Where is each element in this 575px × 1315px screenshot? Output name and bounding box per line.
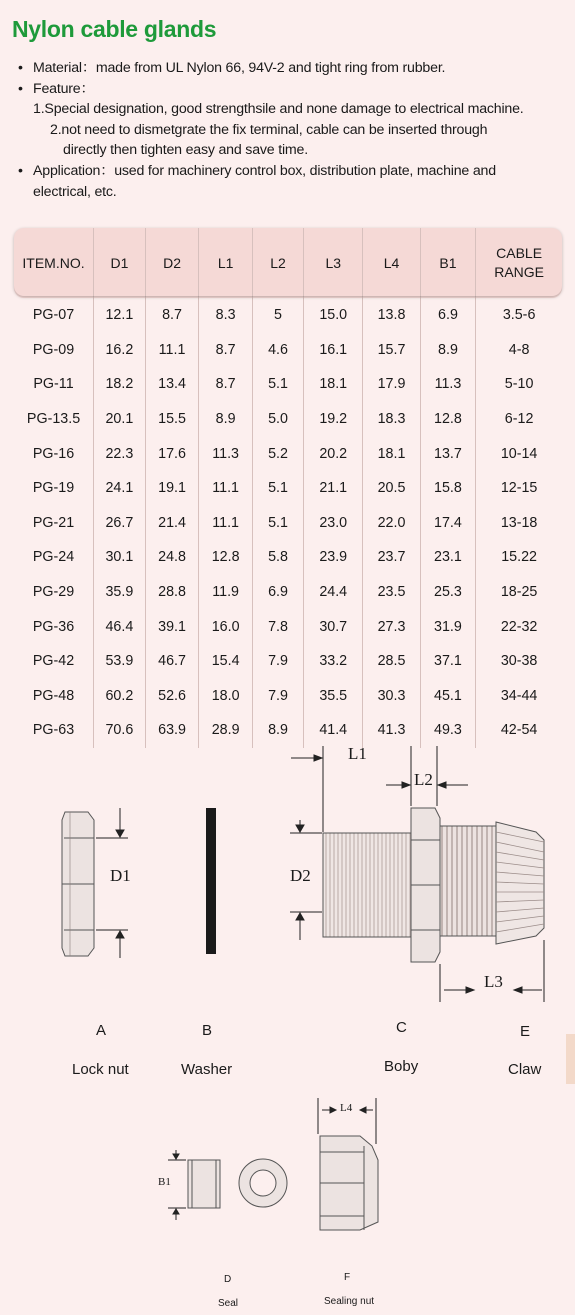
part-f-name: Sealing nut [324,1296,375,1307]
item-cell: PG-11 [14,367,94,402]
part-f-letter: F [344,1272,351,1283]
feature-heading: Feature： [33,80,95,97]
value-cell: 15.0 [304,298,363,333]
application-text-2: electrical, etc. [33,183,117,200]
value-cell: 41.3 [363,713,420,748]
label-d2: D2 [290,866,311,885]
value-cell: 24.8 [145,540,199,575]
item-cell: PG-48 [14,679,94,714]
value-cell: 6.9 [252,575,303,610]
value-cell: 20.1 [94,402,146,437]
col-l3: L3 [304,228,363,298]
bullet-dot: • [18,80,23,97]
value-cell: 28.9 [199,713,253,748]
value-cell: 33.2 [304,644,363,679]
value-cell: 5.8 [252,540,303,575]
value-cell: 24.4 [304,575,363,610]
value-cell: 23.0 [304,506,363,541]
value-cell: 22-32 [500,618,538,635]
value-cell: 18.0 [199,679,253,714]
bullet-dot: • [18,162,23,179]
part-a-name: Lock nut [72,1061,129,1078]
value-cell: 18.2 [94,367,146,402]
value-cell: 3.5-6 [502,307,536,324]
part-e-name: Claw [508,1061,542,1078]
seal-drawing [188,1159,287,1208]
value-cell: 7.9 [252,644,303,679]
value-cell: 16.0 [199,609,253,644]
value-cell: 28.5 [363,644,420,679]
col-l1: L1 [199,228,253,298]
value-cell: 30.7 [304,609,363,644]
value-cell: 21.4 [145,506,199,541]
body-drawing [323,808,496,962]
col-d1: D1 [94,228,146,298]
value-cell: 17.4 [420,506,476,541]
value-cell: 8.3 [199,298,253,333]
label-d1: D1 [110,866,131,885]
value-cell: 19.1 [145,471,199,506]
value-cell: 21.1 [304,471,363,506]
value-cell: 22.3 [94,436,146,471]
item-cell: PG-63 [14,713,94,748]
value-cell: 22.0 [363,506,420,541]
value-cell: 24.1 [94,471,146,506]
page-title: Nylon cable glands [12,16,217,42]
value-cell: 23.7 [363,540,420,575]
part-c-letter: C [396,1019,407,1036]
col-l4: L4 [363,228,420,298]
value-cell: 7.8 [252,609,303,644]
value-cell: 46.7 [145,644,199,679]
value-cell: 5.0 [252,402,303,437]
item-cell: PG-13.5 [14,402,94,437]
l1-dimension [291,746,468,832]
part-d-letter: D [224,1274,232,1285]
item-cell: PG-07 [14,298,94,333]
value-cell: 15.5 [145,402,199,437]
col-b1: B1 [420,228,476,298]
value-cell: 4-8 [508,341,530,358]
value-cell: 16.2 [94,333,146,368]
value-cell: 5.1 [252,506,303,541]
col-l2: L2 [252,228,303,298]
value-cell: 45.1 [420,679,476,714]
value-cell: 30.1 [94,540,146,575]
value-cell: 49.3 [420,713,476,748]
value-cell: 5.1 [252,367,303,402]
value-cell: 28.8 [145,575,199,610]
value-cell: 8.7 [199,333,253,368]
application-text: Application：used for machinery control box, distribution plate, machine and [33,162,496,179]
value-cell: 8.9 [252,713,303,748]
value-cell: 15.7 [363,333,420,368]
value-cell: 53.9 [94,644,146,679]
value-cell: 16.1 [304,333,363,368]
value-cell: 6.9 [420,298,476,333]
value-cell: 41.4 [304,713,363,748]
value-cell: 23.1 [420,540,476,575]
value-cell: 18.1 [363,436,420,471]
value-cell: 12.8 [420,402,476,437]
value-cell: 8.7 [199,367,253,402]
value-cell: 37.1 [420,644,476,679]
value-cell: 4.6 [252,333,303,368]
part-a-letter: A [96,1022,107,1039]
value-cell: 18-25 [500,584,538,601]
material-text: Material：made from UL Nylon 66, 94V-2 and tight ring from rubber. [33,60,446,76]
value-cell: 35.5 [304,679,363,714]
value-cell: 52.6 [145,679,199,714]
value-cell: 8.7 [145,298,199,333]
claw-drawing [496,822,544,944]
value-cell: 42-54 [500,722,538,739]
part-b-letter: B [202,1022,213,1039]
value-cell: 8.9 [199,402,253,437]
value-cell: 11.3 [199,436,253,471]
item-cell: PG-16 [14,436,94,471]
value-cell: 25.3 [420,575,476,610]
value-cell: 39.1 [145,609,199,644]
value-cell: 26.7 [94,506,146,541]
part-e-letter: E [520,1023,531,1040]
value-cell: 11.1 [145,333,199,368]
value-cell: 23.9 [304,540,363,575]
label-l3: L3 [484,972,503,991]
item-cell: PG-19 [14,471,94,506]
feature-1: 1.Special designation, good strengthsile and none damage to electrical machine. [33,101,524,118]
item-cell: PG-24 [14,540,94,575]
col-item: ITEM.NO. [14,228,94,298]
value-cell: 18.1 [304,367,363,402]
value-cell: 13-18 [500,514,538,531]
part-d-name: Seal [218,1298,239,1309]
value-cell: 17.6 [145,436,199,471]
part-b-name: Washer [181,1061,233,1078]
value-cell: 30.3 [363,679,420,714]
value-cell: 60.2 [94,679,146,714]
label-l1: L1 [348,744,367,763]
feature-2a: 2.not need to dismetgrate the fix terminal, cable can be inserted through [50,121,488,138]
value-cell: 11.1 [199,506,253,541]
value-cell: 7.9 [252,679,303,714]
value-cell: 23.5 [363,575,420,610]
value-cell: 8.9 [420,333,476,368]
sealing-nut-drawing [320,1136,378,1230]
value-cell: 27.3 [363,609,420,644]
value-cell: 12-15 [500,480,538,497]
item-cell: PG-36 [14,609,94,644]
bullet-dot: • [18,60,23,76]
value-cell: 35.9 [94,575,146,610]
value-cell: 6-12 [504,411,534,428]
col-d2: D2 [145,228,199,298]
value-cell: 15.8 [420,471,476,506]
value-cell: 11.1 [199,471,253,506]
value-cell: 13.4 [145,367,199,402]
item-cell: PG-21 [14,506,94,541]
lock-nut-drawing [62,812,94,956]
part-c-name: Boby [384,1058,419,1075]
label-l2: L2 [414,770,433,789]
value-cell: 20.2 [304,436,363,471]
value-cell: 15.4 [199,644,253,679]
value-cell: 12.8 [199,540,253,575]
value-cell: 20.5 [363,471,420,506]
value-cell: 18.3 [363,402,420,437]
value-cell: 10-14 [500,445,538,462]
washer-drawing [206,808,216,954]
value-cell: 15.22 [501,549,537,566]
value-cell: 5.2 [252,436,303,471]
value-cell: 5-10 [504,376,534,393]
edge-tab [566,1034,575,1084]
l3-dimension [440,940,544,1002]
col-cable-range: CABLE RANGE [476,228,562,298]
value-cell: 46.4 [94,609,146,644]
value-cell: 30-38 [500,653,538,670]
value-cell: 13.8 [363,298,420,333]
value-cell: 13.7 [420,436,476,471]
value-cell: 31.9 [420,609,476,644]
value-cell: 17.9 [363,367,420,402]
value-cell: 11.9 [199,575,253,610]
value-cell: 11.3 [420,367,476,402]
item-cell: PG-29 [14,575,94,610]
value-cell: 70.6 [94,713,146,748]
item-cell: PG-09 [14,333,94,368]
value-cell: 5 [252,298,303,333]
feature-2b: directly then tighten easy and save time. [63,142,308,159]
label-l4: L4 [340,1102,353,1114]
item-cell: PG-42 [14,644,94,679]
value-cell: 63.9 [145,713,199,748]
value-cell: 12.1 [94,298,146,333]
value-cell: 34-44 [500,687,538,704]
value-cell: 5.1 [252,471,303,506]
label-b1: B1 [158,1176,171,1188]
value-cell: 19.2 [304,402,363,437]
